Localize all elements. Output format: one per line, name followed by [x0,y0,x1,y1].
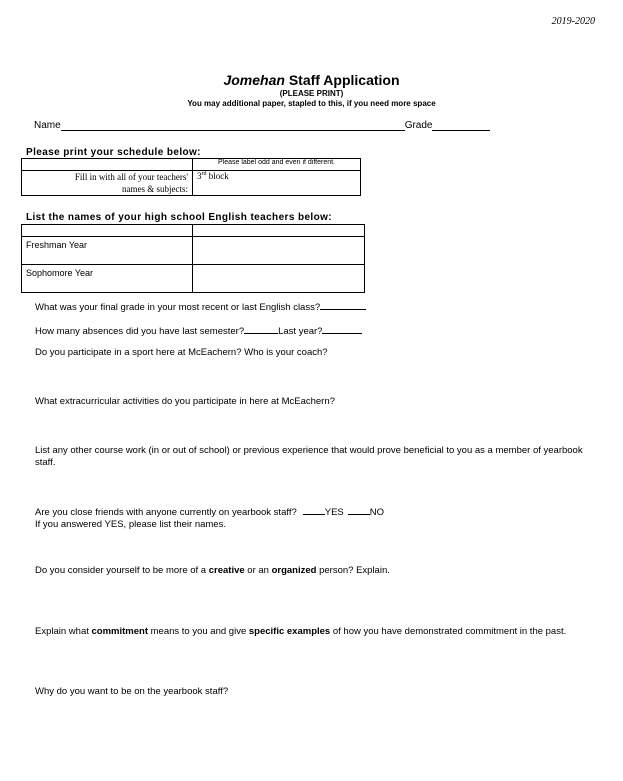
question-commitment [35,626,595,638]
question-text: person? Explain. [316,565,390,576]
question-creative-organized [35,565,595,577]
form-title [0,72,623,88]
english-grade-field[interactable] [320,300,366,310]
freshman-teacher-field[interactable] [193,237,365,265]
english-teachers-heading: List the names of your high school English teachers below: [26,212,333,223]
schedule-instruction-line1: Fill in with all of your teachers' [74,172,188,182]
question-friends [35,505,595,531]
question-text: Explain what [35,626,92,637]
sophomore-teacher-field[interactable] [193,265,365,293]
question-text: of how you have demonstrated commitment in the past. [330,626,567,637]
school-year: 2019-2020 [551,16,595,27]
question-course-work: List any other course work (in or out of school) or previous experience that would prove beneficial to you as a member of yearbook staff. [35,445,583,468]
friends-followup: If you answered YES, please list their names. [35,519,226,530]
question-text: Last year? [278,326,323,337]
schedule-heading: Please print your schedule below: [26,147,201,158]
extra-paper-instruction: You may additional paper, stapled to this, if you need more space [187,99,436,108]
emphasis-creative: creative [208,565,245,576]
title-publication-name: Jomehan [223,72,285,88]
schedule-block-cell[interactable] [193,171,361,196]
question-sport: Do you participate in a sport here at McEachern? Who is your coach? [35,347,328,358]
schedule-instruction-cell [22,171,193,196]
question-text: Are you close friends with anyone currently on yearbook staff? [35,507,297,518]
name-field[interactable] [61,120,405,131]
print-instruction: (PLEASE PRINT) [279,89,344,98]
question-english-grade [35,300,595,314]
english-header-blank [193,225,365,237]
sophomore-year-label: Sophomore Year [22,265,193,293]
block-word: block [206,171,229,181]
grade-label: Grade [404,120,433,131]
yes-label: YES [324,507,344,518]
schedule-table [21,158,361,196]
emphasis-specific-examples: specific examples [248,626,331,637]
emphasis-commitment: commitment [91,626,148,637]
absences-semester-field[interactable] [244,324,278,334]
absences-year-field[interactable] [322,324,362,334]
english-teachers-table [21,224,365,293]
question-why-yearbook: Why do you want to be on the yearbook staff? [35,686,229,697]
title-rest: Staff Application [284,72,400,88]
english-header-blank [22,225,193,237]
yes-blank[interactable] [303,505,325,515]
friends-line [35,505,595,519]
question-extracurricular: What extracurricular activities do you participate in here at McEachern? [35,396,335,407]
name-label: Name [34,120,61,131]
schedule-instruction-line2: names & subjects: [122,184,188,194]
block-number: 3 [197,171,202,181]
name-grade-line [34,120,490,131]
grade-field[interactable] [432,120,490,131]
no-label: NO [369,507,385,518]
question-text: How many absences did you have last semester? [35,326,245,337]
question-text: means to you and give [148,626,249,637]
question-text: What was your final grade in your most recent or last English class? [35,302,321,313]
schedule-blank-cell [22,159,193,171]
question-text: Do you consider yourself to be more of a [35,565,209,576]
schedule-note: Please label odd and even if different. [193,159,361,171]
emphasis-organized: organized [271,565,317,576]
freshman-year-label: Freshman Year [22,237,193,265]
question-text: or an [244,565,272,576]
question-absences [35,324,595,338]
no-blank[interactable] [348,505,370,515]
block-ordinal: rd [201,171,207,177]
